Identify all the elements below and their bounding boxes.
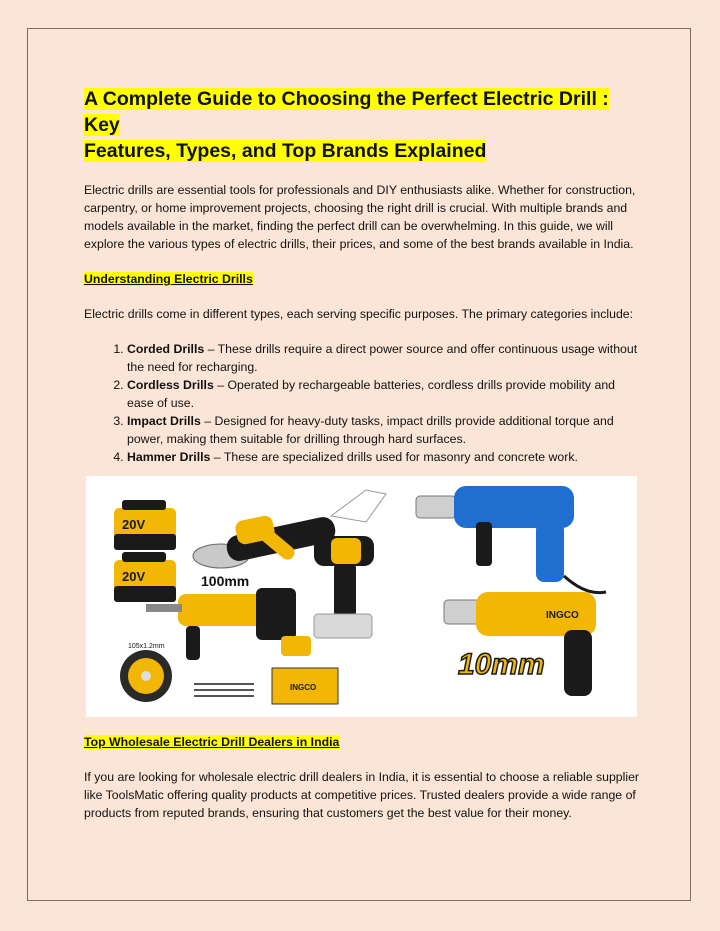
- intro-paragraph: Electric drills are essential tools for professionals and DIY enthusiasts alike. Whether for construction, carpentry, or home improvement projects, choosing the right drill is crucial. With multiple brands and models available in the market, finding the perfect drill can be overwhelming. In this guide, we will explore the various types of electric drills, their prices, and some of the best brands available in India.: [84, 183, 636, 251]
- list-item: [127, 376, 644, 412]
- document-body: [84, 86, 644, 466]
- battery-icon: [114, 552, 176, 602]
- list-item-desc: – These drills require a direct power source and offer continuous usage without the need for recharging.: [127, 342, 638, 374]
- list-item: [127, 412, 644, 448]
- drill-types-list: [84, 340, 644, 466]
- title-line-1: A Complete Guide to Choosing the Perfect Electric Drill : Key: [84, 88, 609, 136]
- list-item-name: Corded Drills: [127, 342, 205, 356]
- box-brand-label: INGCO: [290, 683, 317, 692]
- list-item-desc: – Operated by rechargeable batteries, cordless drills provide mobility and ease of use.: [127, 378, 616, 410]
- power-tools-image: [86, 476, 637, 717]
- section-heading-text: Understanding Electric Drills: [84, 272, 253, 286]
- section-heading-understanding: [84, 270, 644, 288]
- dealers-paragraph: If you are looking for wholesale electric drill dealers in India, it is essential to choose a reliable supplier like ToolsMatic offering quality products at competitive prices. Trusted dealers provide a wide range of products from reputed brands, ensuring that customers get the best value for their money.: [84, 770, 640, 820]
- list-item-name: Impact Drills: [127, 414, 201, 428]
- list-item-desc: – Designed for heavy-duty tasks, impact drills provide additional torque and power, making them suitable for drilling through hard surfaces.: [127, 414, 614, 446]
- disc-size-label: 100mm: [201, 573, 250, 589]
- title-line-2: Features, Types, and Top Brands Explained: [84, 140, 487, 162]
- disc-label: 105x1.2mm: [128, 643, 165, 650]
- list-item-name: Cordless Drills: [127, 378, 214, 392]
- impact-driver-icon: [314, 536, 374, 638]
- product-box-icon: [272, 668, 338, 704]
- list-item: [127, 448, 644, 466]
- battery-icon: [114, 500, 176, 550]
- page-title: [84, 86, 644, 164]
- section-paragraph: Electric drills come in different types, each serving specific purposes. The primary categories include:: [84, 307, 634, 321]
- drill-brand-label: INGCO: [546, 610, 579, 621]
- drill-bits-icon: [194, 684, 254, 696]
- blue-electric-drill-icon: [416, 486, 606, 593]
- battery-label: 20V: [122, 517, 146, 532]
- dealers-section: [84, 733, 644, 822]
- yellow-electric-drill-icon: [444, 592, 596, 696]
- list-item: [127, 340, 644, 376]
- list-item-desc: – These are specialized drills used for masonry and concrete work.: [210, 450, 578, 464]
- cutting-disc-icon: [120, 643, 172, 702]
- drill-size-label: 10mm: [458, 648, 545, 681]
- section-heading-dealers: [84, 733, 644, 751]
- list-item-name: Hammer Drills: [127, 450, 211, 464]
- section-heading-text: Top Wholesale Electric Drill Dealers in India: [84, 735, 340, 749]
- battery-label: 20V: [122, 569, 146, 584]
- charger-icon: [331, 490, 386, 522]
